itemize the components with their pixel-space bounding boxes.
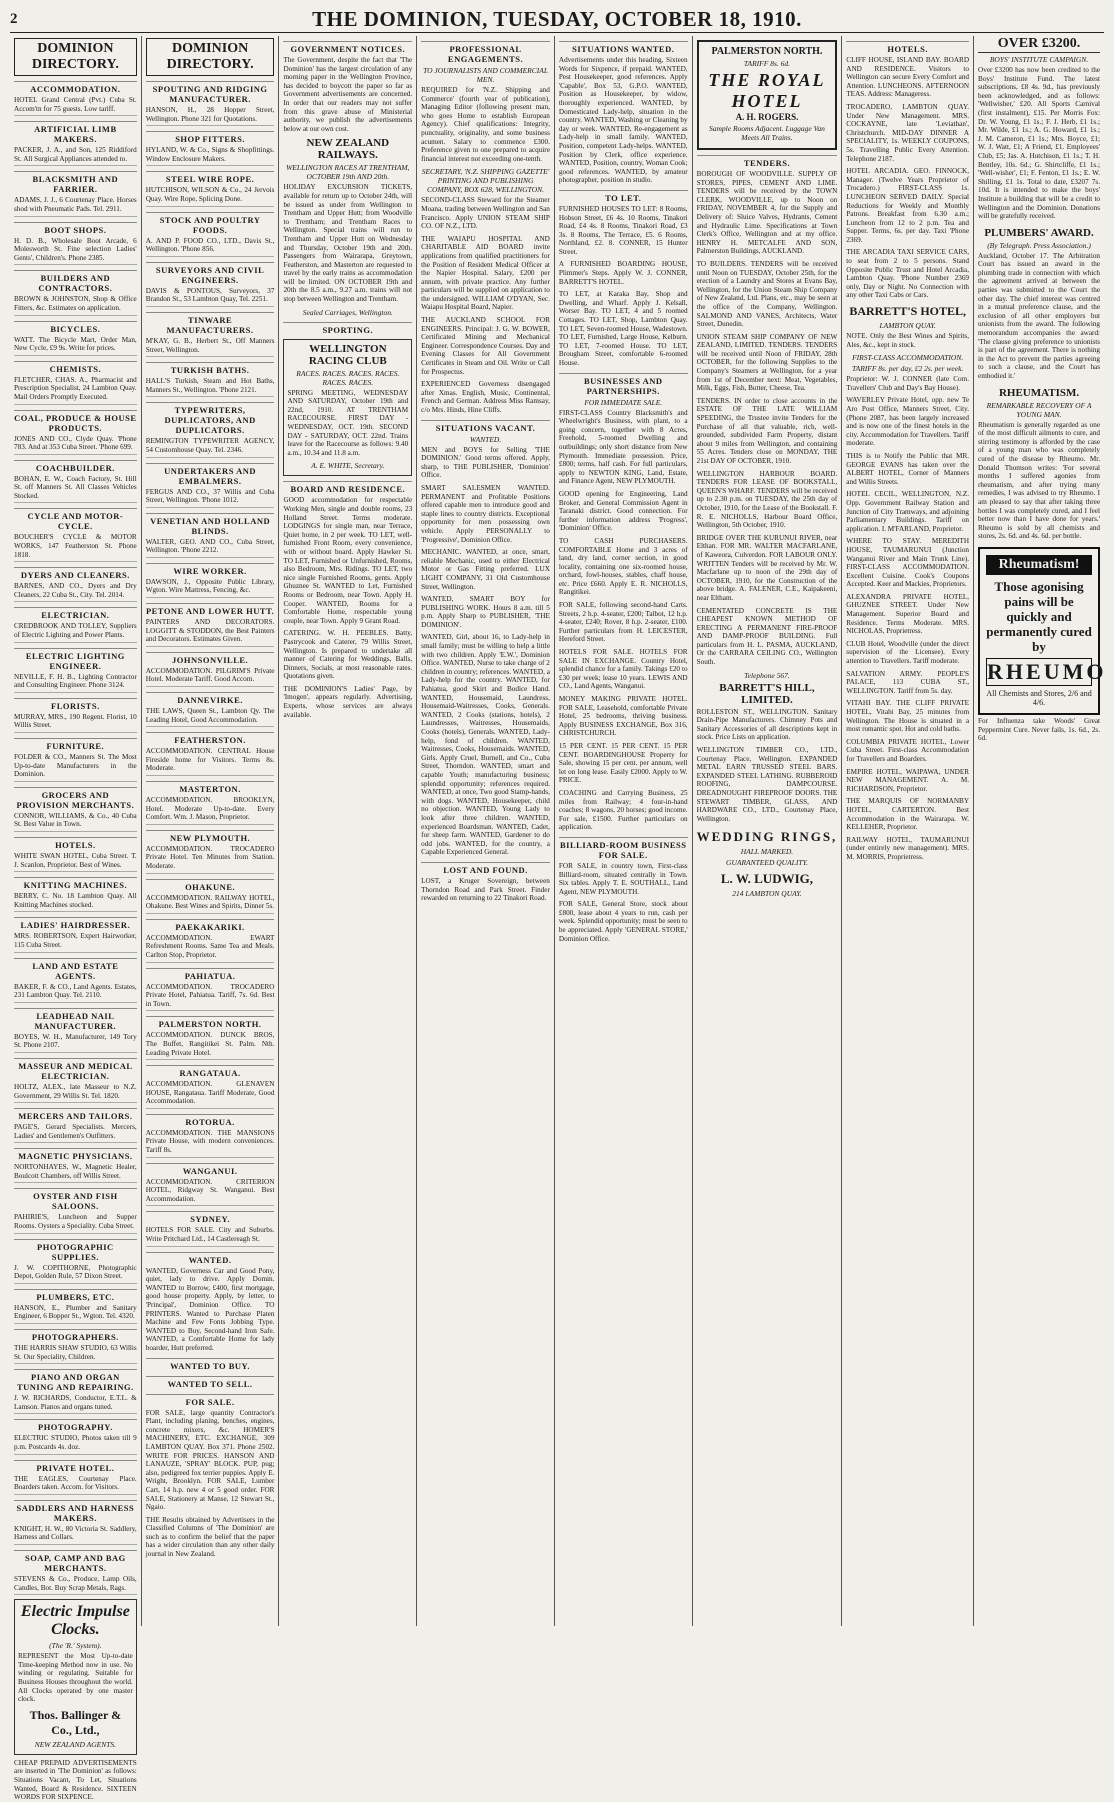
directory-entry: HOTELS FOR SALE. City and Suburbs. Write Pritchard Ltd., 14 Castlereagh St.	[146, 1226, 275, 1246]
directory-category: GROCERS AND PROVISION MERCHANTS.	[14, 787, 137, 810]
masthead	[10, 6, 1104, 33]
directory-entry: ACCOMMODATION. BROOKLYN, Hotel. Moderate Up-to-date. Every Comfort. Wm. J. Mason, Proprietor.	[146, 796, 275, 825]
business-heading: BUSINESSES AND PARTNERSHIPS.	[559, 373, 688, 396]
directory-category: STOCK AND POULTRY FOODS.	[146, 212, 275, 235]
royal-hotel-banner	[697, 40, 838, 150]
catering-ad: CATERING. W. H. PEEBLES. Batty, Pastrycook and Caterer, 79 Willis Street, Wellington. Is prepared to undertake all manner of Catering for Weddings, Balls, Dinners, Socials, at most reasonable rates. Quotations given.	[283, 629, 413, 681]
directory-entry: CONNOR, WILLIAMS, & Co., 40 Cuba St. Best Value in Town.	[14, 812, 137, 832]
vitahi-ad: VITAHI BAY. THE CLIFF PRIVATE HOTEL, Vitahi Bay, 25 minutes from Wellington. The House is situated in a most romantic spot. Hot and cold baths.	[846, 699, 970, 734]
opening-ad: GOOD opening for Engineering, Land Broker, and General Commission Agent in Taranaki district. Good connection. For further information address 'Progress', 'Dominion' Office.	[558, 489, 688, 533]
railway-hotel-ad: RAILWAY HOTEL, TAUMARUNUI (under entirely new management). MRS. M. MORRIS, Proprietress.	[846, 835, 970, 861]
directory-category: LAND AND ESTATE AGENTS.	[14, 958, 137, 981]
guaranteed-quality: GUARANTEED QUALITY.	[726, 858, 808, 868]
barretts-hill-name: BARRETT'S HILL, LIMITED.	[719, 681, 815, 706]
directory-entry: NORTONHAYES, W., Magnetic Healer, Boulcott Chambers, off Willis Street.	[14, 1163, 137, 1183]
directory-category: PHOTOGRAPHIC SUPPLIES.	[14, 1239, 137, 1262]
directory-category: LADIES' HAIRDRESSER.	[14, 917, 137, 930]
directory-category: TURKISH BATHS.	[146, 362, 275, 375]
racing-club-ad	[283, 339, 412, 477]
column-news	[974, 36, 1107, 1626]
directory-category: RANGATAUA.	[146, 1065, 275, 1078]
directory-entry: WATT. The Bicycle Mart, Order Man, New Cycle, £9 9s. Write for prices.	[14, 336, 137, 356]
professional-signature: SECRETARY, 'N.Z. SHIPPING GAZETTE' PRINTING AND PUBLISHING COMPANY, BOX 628, WELLINGTON.	[421, 167, 550, 195]
directory-entry: ELECTRIC STUDIO, Photos taken till 9 p.m. Postcards 4s. doz.	[14, 1434, 137, 1454]
directory-entry: PAGE'S, Gerard Specialists. Mercers, Ladies' and Gentlemen's Outfitters.	[14, 1123, 137, 1143]
rheumatism-subhead: REMARKABLE RECOVERY OF A YOUNG MAN.	[986, 400, 1092, 419]
directory-list	[14, 81, 137, 1595]
over-3200-headline: OVER £3200.	[978, 36, 1100, 53]
directory-category: COACHBUILDER.	[14, 460, 137, 473]
directory-entry: WALTER, GEO. AND CO., Cuba Street, Wellington. 'Phone 2212.	[146, 538, 275, 558]
where-to-stay-ad: WHERE TO STAY. MEREDITH HOUSE, TAUMARUNUI (Junction Wanganui River and Main Trunk Line). FIRST-CLASS ACCOMMODATION. Excellent Cuisine. Cook's Coupons Accepted. Keer and Mackies, Proprietors.	[846, 537, 970, 589]
situations-wanted-heading: SITUATIONS WANTED.	[559, 41, 688, 54]
professional-subheading: TO JOURNALISTS AND COMMERCIAL MEN.	[423, 66, 548, 84]
directory-header: DOMINION DIRECTORY.	[14, 38, 137, 76]
directory-entry: BARNES, AND CO., Dyers and Dry Cleaners, 22 Cuba St., City. Tel. 2014.	[14, 582, 137, 602]
rheumo-message: Those agonising pains will be quickly and permanently cured by	[986, 578, 1092, 654]
directory-category: PHOTOGRAPHY.	[14, 1419, 137, 1432]
directory-entry: J. W. COPITHORNE, Photographic Depot, Golden Rule, 57 Dixon Street.	[14, 1264, 137, 1284]
rheumo-name: RHEUMO	[987, 658, 1107, 684]
directory-category: ELECTRICIAN.	[14, 607, 137, 620]
waverley-ad: WAVERLEY Private Hotel, opp. new Te Aro Post Office, Manners Street, City. (Phone 2087, has been largely increased and is now one of the finest hotels in the city. Accommodation for Travellers. Tariff moderate.	[846, 396, 970, 448]
page-number: 2	[10, 10, 18, 27]
clocks-subtitle: (The 'R.' System).	[49, 1641, 102, 1651]
directory-entry: ACCOMMODATION. GLENAVEN HOUSE, Rangataua. Tariff Moderate, Good Accommodation.	[146, 1080, 275, 1109]
clocks-ad	[14, 1599, 137, 1755]
plumbers-award-headline: PLUMBERS' AWARD.	[984, 226, 1094, 239]
directory-category: MAGNETIC PHYSICIANS.	[14, 1148, 137, 1161]
hospital-ad: THE WAIAPU HOSPITAL AND CHARITABLE AID BOARD invite applications from qualified practitioners for the Position of Resident Medical Officer at the Napier Hospital. Salary, £200 per annum, with private practice. Any further particulars will be supplied on application to the undersigned. WILLIAM O'DYAN, Sec. Waiapu Hospital Board, Napier.	[421, 234, 550, 312]
professional-text: REQUIRED for 'N.Z. Shipping and Commerce' (fourth year of publication), Managing Editor (following present man, who goes Home to establish European Agency). Chief qualifications: Integrity, punctuality, originality, and some business acumen. Salary to commence £300. Preference given to one prepared to acquire financial interest not exceeding one-tenth.	[421, 86, 550, 163]
wanted-heading: WANTED.	[146, 1252, 275, 1265]
directory-category: WANGANUI.	[146, 1163, 275, 1176]
mechanic-ad: MECHANIC. WANTED, at once, smart, reliable Mechanic, used to either Electrical Motor or Gas Fitting preferred. LUX LIGHT COMPANY, 31 Old Customhouse Street, Wellington.	[421, 548, 550, 591]
banner-proprietor: A. H. ROGERS.	[735, 112, 799, 122]
directory-category: SPOUTING AND RIDGING MANUFACTURER.	[146, 81, 275, 104]
telephone-line: Telephone 567.	[744, 670, 790, 680]
salesmen-ad: SMART SALESMEN WANTED. PERMANENT and Profitable Positions offered capable men to introduce good and staple lines to country districts. Exceptional opportunity for men possessing own vehicle. Apply PERSONALLY to 'Progressive', Dominion Office.	[421, 483, 550, 544]
rheumo-title: Rheumatism!	[986, 555, 1092, 575]
board-heading: BOARD AND RESIDENCE.	[283, 481, 412, 494]
racing-club-text: SPRING MEETING, WEDNESDAY AND SATURDAY, October 19th and 22nd, 1910. AT TRENTHAM RACECOURSE. FIRST DAY - WEDNESDAY, OCT. 19th. SECOND DAY - SATURDAY, OCT. 22nd. Trains leave for the Racecourse as follows: 9.40 a.m., 10.34 and 11.8 a.m.	[287, 388, 409, 457]
directory-category: MASSEUR AND MEDICAL ELECTRICIAN.	[14, 1058, 137, 1081]
directory-category: BLACKSMITH AND FARRIER.	[14, 171, 137, 194]
directory-entry: J. W. RICHARDS, Conductor, E.T.L. & Lamson. Pianos and organs tuned.	[14, 1394, 137, 1414]
ladies-page-note: THE DOMINION'S Ladies' Page, by 'Imogen', appears regularly. Advertising, Experts, whose services are always available.	[283, 684, 413, 719]
directory-entry: DAWSON, J., Opposite Public Library, Wgton. Wire Mattress, Fencing, &c.	[146, 578, 275, 598]
banner-subtitle: Sample Rooms Adjacent. Luggage Van Meets All Trains.	[709, 124, 825, 142]
racing-club-races: RACES. RACES. RACES. RACES. RACES. RACES.	[296, 368, 400, 387]
directory-category: BICYCLES.	[14, 321, 137, 334]
directory-entry: ACCOMMODATION. EWART Refreshment Rooms. Same Tea and Meals. Carlton Stop, Proprietor.	[146, 934, 275, 963]
directory-entry: HANSON, E., Plumber and Sanitary Engineer, 6 Bopper St., Wgton. Tel. 4320.	[14, 1304, 137, 1324]
directory-category: PIANO AND ORGAN TUNING AND REPAIRING.	[14, 1369, 137, 1392]
racing-club-title: WELLINGTON RACING CLUB	[308, 342, 387, 367]
directory-entry: HOTEL Grand Central (Pvt.) Cuba St. Accom'tn for 75 guests. Low tariff.	[14, 96, 137, 116]
salvation-army-ad: SALVATION ARMY. PEOPLE'S PALACE, 113 CUBA ST., WELLINGTON. Tariff from 5s. day.	[846, 669, 970, 695]
directory-category: FEATHERSTON.	[146, 732, 275, 745]
directory-entry: CREDBROOK AND TOLLEY, Suppliers of Electric Lighting and Power Plants.	[14, 622, 137, 642]
directory-category: PAHIATUA.	[146, 968, 275, 981]
directory-entry: M'KAY, G. B., Herbert St., Off Manners Street, Wellington.	[146, 337, 275, 357]
directory-category: UNDERTAKERS AND EMBALMERS.	[146, 463, 275, 486]
directory-category: MERCERS AND TAILORS.	[14, 1108, 137, 1121]
concrete-ad: CEMENTATED CONCRETE IS THE CHEAPEST KNOWN METHOD OF ERECTING A PERMANENT FIRE-PROOF AND DAMP-PROOF BUILDING. Full particulars from H. L. PASMA, AUCKLAND, Or the CARRARA CEILING CO., Wellington South.	[696, 606, 838, 667]
empire-ad: EMPIRE HOTEL, WAIPAWA, UNDER NEW MANAGEMENT. A. M. RICHARDSON, Proprietor.	[846, 767, 970, 793]
hotels-heading: HOTELS.	[846, 41, 969, 54]
builders-tender: TO BUILDERS. TENDERS will be received until Noon on TUESDAY, October 25th, for the erection of a Laundry and Stores at Evans Bay, Wellington, for the Union Steam Ship Company of New Zealand, Ltd. Plans, etc., may be seen at the office of the Company, Wellington. SALMOND AND VANES, Architects, Water Street, Dunedin.	[696, 259, 838, 329]
directory-entry: FOLDER & CO., Manners St. The Most Up-to-date Manufacturers in the Dominion.	[14, 753, 137, 782]
marquis-ad: THE MARQUIS OF NORMANBY HOTEL, CARTERTON. Best Accommodation in the Wairarapa. W. KELLEHER, Proprietor.	[846, 797, 970, 832]
cars-for-sale-ad: FOR SALE, following second-hand Carts. Streets, 2 h.p. 4-seater, £200; Talbot, 12 h.p. 4-seater, £240; Rover, 8 h.p. 2-seater, £100. Further particulars from H. LEICESTER, Hereford Street.	[558, 601, 688, 644]
clocks-text: REPRESENT the Most Up-to-date Time-keeping Method now in use. No winding or regulating. Suitable for Business Houses throughout the world. All Clocks operated by one master clock.	[18, 1652, 133, 1704]
plumbers-award-text: Auckland, October 17. The Arbitration Court has issued an award in the plumbing trade in connection with which the agreement arrived at between the parties was submitted to the Court the other day. The chief interest was centred in a mutual preference clause, and the exclusion of all other employers but unionists from the award. The following memorandum accompanies the award: 'The clause giving preference to unionists is part of the agreement. There is nothing in the Act to prevent the parties agreeing to such a clause, and the Court has embodied it.'	[978, 251, 1101, 380]
banner-city: PALMERSTON NORTH.	[711, 46, 823, 57]
directory-category: FLORISTS.	[14, 698, 137, 711]
directory-entry: PACKER, J. A., and Son, 125 Riddiford St. All Surgical Appliances attended to.	[14, 146, 137, 166]
racing-club-signature: A. E. WHITE, Secretary.	[311, 461, 385, 471]
business-subheading: FOR IMMEDIATE SALE.	[584, 397, 663, 407]
directory-entry: A. AND P. FOOD CO., LTD., Davis St., Wellington. 'Phone 856.	[146, 237, 275, 257]
directory-entry: HUTCHISON, WILSON & Co., 24 Jervois Quay. Wire Rope, Splicing Done.	[146, 186, 275, 206]
directory-category: FURNITURE.	[14, 738, 137, 751]
directory-category: DANNEVIRKE.	[146, 692, 275, 705]
directory-entry: THE EAGLES, Courtenay Place. Boarders taken. Accom. for Visitors.	[14, 1475, 137, 1495]
directory-entry: JONES AND CO., Clyde Quay. 'Phone 783. And at 353 Cuba Street. 'Phone 699.	[14, 435, 137, 455]
government-heading: GOVERNMENT NOTICES.	[283, 41, 412, 54]
directory-entry: ADAMS, J. J., 6 Courtenay Place. Horses shod with Pneumatic Pads. Tel. 2911.	[14, 196, 137, 216]
directory-category: OYSTER AND FISH SALOONS.	[14, 1188, 137, 1211]
banner-tariff: TARIFF 8s. 6d.	[743, 59, 790, 68]
professional-heading: PROFESSIONAL ENGAGEMENTS.	[421, 41, 550, 64]
page-columns	[10, 36, 1107, 1802]
railways-signature: Sealed Carriages, Wellington.	[302, 307, 393, 317]
private-hotel-ad: MONEY MAKING PRIVATE HOTEL. FOR SALE, Leasehold, comfortable Private Hotel, 25 bedrooms, thriving business. Apply BUSINESS EXCHANGE, Box 316, CHRISTCHURCH.	[558, 695, 688, 738]
directory-entry: KNIGHT, H. W., 80 Victoria St. Saddlery, Harness and Collars.	[14, 1525, 137, 1545]
directory-entry: THE LAWS, Queen St., Lambton Qy. The Leading Hotel, Good Accommodation.	[146, 707, 275, 727]
smart-boy-ad: WANTED, SMART BOY for PUBLISHING WORK. Hours 8 a.m. till 5 p.m. Apply Sharp to PUBLISHER, 'THE DOMINION'.	[421, 595, 550, 629]
directory-entry: BROWN & JOHNSTON, Shop & Office Fitters, &c. Estimates on application.	[14, 295, 137, 315]
billiard-heading: BILLIARD-ROOM BUSINESS FOR SALE.	[559, 837, 688, 860]
directory-category: ARTIFICIAL LIMB MAKERS.	[14, 121, 137, 144]
rheumo-ad-box	[978, 547, 1107, 715]
first-class: FIRST-CLASS ACCOMMODATION.	[852, 353, 964, 363]
directory-entry: BOUCHER'S CYCLE & MOTOR WORKS, 147 Featherston St. Phone 1818.	[14, 533, 137, 562]
prepaid-ad: CHEAP PREPAID ADVERTISEMENTS are inserted in 'The Dominion' as follows: Situations Vacant, To Let, Situations Wanted, Board & Residence. SIXTEEN WORDS FOR SIXPENCE.	[14, 1758, 137, 1802]
directory-entry: ACCOMMODATION. TROCADERO Private Hotel. Ten Minutes from Station. Moderate.	[146, 845, 275, 874]
directory-category: TINWARE MANUFACTURERS.	[146, 312, 275, 335]
directory-category: SOAP, CAMP AND BAG MERCHANTS.	[14, 1550, 137, 1573]
sporting-heading: SPORTING.	[283, 322, 412, 335]
directory-entry: MRS. ROBERTSON, Expert Hairworker, 115 Cuba Street.	[14, 932, 137, 952]
boys-institute-subhead: BOYS' INSTITUTE CAMPAIGN.	[989, 55, 1089, 64]
directory-entry: THE HARRIS SHAW STUDIO, 63 Willis St. Our Speciality, Children.	[14, 1344, 137, 1364]
column-directory-1	[10, 36, 142, 1802]
to-let-text: FURNISHED HOUSES TO LET: 8 Rooms, Hobson Street, £6 4s. 10 Rooms, Tinakori Road, £4 4s. 8 Rooms, Tinakori Road, £3 3s. 8 Rooms, The Terrace, £5. 6 Rooms, Northland, £2. 8. CONNER, 15 Hunter Street.	[558, 204, 688, 256]
directory-entry: H. D. B., Wholesale Boot Arcade, 6 Molesworth St. Fine selection Ladies' Gents', Children's. Phone 2385.	[14, 237, 137, 266]
column-hotels	[842, 36, 974, 1626]
directory-entry: HOLTZ, ALEX., late Masseur to N.Z. Government, 29 Willis St. Tel. 1820.	[14, 1083, 137, 1103]
hotel-cecil-ad: HOTEL CECIL, WELLINGTON, N.Z. Opp. Government Railway Station and Junction of City Tramways, and adjoining Parliamentary Buildings. Tariff on application. I. M'FARLAND, Proprietor.	[846, 490, 970, 533]
boarding-house-ad: A FURNISHED BOARDING HOUSE, Plimmer's Steps. Apply W. J. CONNER, BARRETT'S HOTEL.	[558, 260, 688, 286]
barretts-proprietor: Proprietor: W. J. CONNER (late Com. Travellers' Club and Day's Bay House).	[846, 375, 970, 392]
union-steam-tender: UNION STEAM SHIP COMPANY OF NEW ZEALAND, LIMITED. TENDERS. TENDERS will be received until Noon of FRIDAY, 28th OCTOBER, for the following Supplies to the Company's Steamers at Wellington, for a year from 1st of December next: Meat, Vegetables, Milk, Eggs, Fish, Butter, Cheese, Tea.	[696, 332, 838, 393]
directory-entry: BOHAN, E. W., Coach Factory, St. Hill St. off Manners St. All Classes Vehicles Stocked.	[14, 475, 137, 504]
directory-entry: WHITE SWAN HOTEL, Cuba Street. T. J. Scanlon, Proprietor. Best of Wines.	[14, 852, 137, 872]
column-situations	[555, 36, 693, 1626]
timber-ad: WELLINGTON TIMBER CO., LTD., Courtenay Place, Wellington. EXPANDED METAL EARN TRUSSED STEEL BARS. EXPANDED STEEL LATHING. RUBBEROID ROOFING, DAMPCOURSE. DREADNOUGHT FIREPROOF DOORS. THE STEWART TIMBER, GLASS, AND HARDWARE CO., LTD., Courtenay Place, Wellington.	[696, 746, 838, 823]
directory-category: STEEL WIRE ROPE.	[146, 171, 275, 184]
ludwig-name: L. W. LUDWIG,	[720, 871, 814, 887]
directory-category: LEADHEAD NAIL MANUFACTURER.	[14, 1008, 137, 1031]
barretts-hotel-address: LAMBTON QUAY.	[879, 321, 936, 331]
wanted-text: WANTED, Governess Car and Good Pony, quiet, lady to drive. Apply Domin. WANTED to Borrow, £400, first mortgage, good house property. Apply, by letter, to 'Principal', Dominion Office. TO PRINTERS. Wanted to Purchase Platen Machine and Few Fonts Jobbing Type. WANTED to Buy, Second-hand Iron Safe. WANTED, a Comfortable Home for lady boarder, Hutt preferred.	[145, 1266, 275, 1352]
banner-hotel-name: THE ROYAL HOTEL	[708, 70, 826, 111]
clocks-title: Electric Impulse Clocks.	[20, 1603, 130, 1639]
wedding-rings-heading: WEDDING RINGS,	[696, 829, 838, 845]
directory-entry: STEVENS & Co., Produce, Lamp Oils, Candles, Bot. Buy Scrap Metals, Rags.	[14, 1575, 137, 1595]
directory-entry: ACCOMMODATION. THE MANSIONS Private House, with modern conveniences. Tariff 8s.	[146, 1129, 275, 1158]
trocadero-ad: TROCADERO, LAMBTON QUAY. Under New Management. MRS. COCKAYNE, late 'Leviathan', Christchurch. MID-DAY DINNER A SPECIALITY, 1s. WEEKLY COUPONS, 5s. Travelling Public Every Attention. Telephone 2187.	[846, 102, 970, 163]
directory-entry: HALL'S Turkish, Steam and Hot Baths, Manners St., Wellington. 'Phone 2121.	[146, 377, 275, 397]
rheumatism-headline: RHEUMATISM.	[998, 386, 1080, 399]
barretts-hill-text: ROLLESTON ST., WELLINGTON. Sanitary Drain-Pipe Manufacturers. Chimney Pots and Sanitary Accessories of all descriptions kept in stock. Price Lists on application.	[696, 707, 838, 742]
school-ad: THE AUCKLAND SCHOOL FOR ENGINEERS. Principal: J. G. W. BOWER, Certificated Mining and Mechanical Engineer. Correspondence Courses. Day and Evening Classes for All Government Certificates in Steam and Oil. Write or Call for Prospectus.	[421, 316, 550, 376]
arcadia-ad: HOTEL ARCADIA. GEO. FINNOCK, Manager. (Twelve Years Proprietor of Trocadero.) FIRST-CLASS 1s. LUNCHEON SERVED DAILY. Special Reductions for Weekly and Monthly Patrons. Breakfast from 6.30 a.m.; Luncheon from 12 to 2 p.m. Tea and Supper. Terms, 6s. per day. Taxi 'Phone 2369.	[846, 167, 970, 244]
directory-entry: FLETCHER, CHAS. A., Pharmacist and Prescription Specialist, 24 Lambton Quay. Mail Orders Promptly Executed.	[14, 376, 137, 405]
rheumatism-text: Rheumatism is generally regarded as one of the most difficult ailments to cure, and stirring testimony is afforded by the case of a young man who was completely cured of the disease by Rheumo. Mr. Donald Thomson writes: 'For several months I suffered agonies from rheumatism, and after trying many remedies, I was advised to try Rheumo. I am pleased to say that after taking three bottles I was completely cured, and I feel better now than I have done for years.' Rheumo is sold by all chemists and stores, 2s. 6d. and 4s. 6d. per bottle.	[978, 420, 1101, 541]
for-sale-text: FOR SALE, large quantity Contractor's Plant, including planing, benches, engines, concrete mixers, &c. HOMER'S MACHINERY, ETC. EXCHANGE, 309 LAMBTON QUAY. Box 371. Phone 2502. WRITE FOR PRICES. HANSON AND LANAUZE, 'SPRAY' BLOCK. PUP, pug; also, pedigreed fox terrier puppies. Apply E. Wright, Brooklyn. FOR SALE, Lumber Cart, 14 h.p. new 4 or 5 good order. FOR SALE, Stationery at Manse, 12 Stewart St., Ngaio.	[145, 1408, 275, 1512]
clocks-address: NEW ZEALAND AGENTS.	[34, 1739, 117, 1749]
harbour-board-tender: WELLINGTON HARBOUR BOARD. TENDERS FOR LEASE OF BOOKSTALL, QUEEN'S WHARF. TENDERS will be received up to 2.30 p.m. on TUESDAY, the 25th day of October, 1910, for the Lease of the Bookstall. F. R. E. NICHOLLS, Harbour Board Office, Wellington, 5th October, 1910.	[696, 469, 838, 530]
ludwig-address: 214 LAMBTON QUAY.	[732, 889, 802, 899]
directory-category: PALMERSTON NORTH.	[146, 1016, 275, 1029]
directory-category: PLUMBERS, ETC.	[14, 1289, 137, 1302]
directory-category: ACCOMMODATION.	[14, 81, 137, 94]
government-text: The Government, despite the fact that 'The Dominion' has the largest circulation of any morning paper in the Wellington Province, has decided to boycott the paper so far as Government advertisements are concerned. In order that our readers may not suffer from this grave abuse of Ministerial authority, we publish the advertisements below at our own cost.	[283, 56, 413, 133]
to-let-heading: TO LET.	[559, 190, 688, 203]
barretts-hotel-title: BARRETT'S HOTEL,	[849, 304, 967, 319]
wanted-subheading: WANTED.	[469, 434, 502, 444]
directory-category: HOTELS.	[14, 837, 137, 850]
directory-entry: BOYES, W. H., Manufacturer, 149 Tory St. Phone 2107.	[14, 1033, 137, 1053]
directory-category: CYCLE AND MOTOR-CYCLE.	[14, 508, 137, 531]
directory-category: NEW PLYMOUTH.	[146, 830, 275, 843]
column-government	[279, 36, 417, 1626]
clocks-firm: Thos. Ballinger & Co., Ltd.,	[29, 1707, 122, 1737]
directory-list	[146, 81, 275, 1247]
directory-category: PRIVATE HOTEL.	[14, 1460, 137, 1473]
woodville-tender: BOROUGH OF WOODVILLE. SUPPLY OF STORES, PIPES, CEMENT AND LIME. TENDERS will be received by the TOWN CLERK, WOODVILLE, up to Noon on FRIDAY, NOVEMBER 4, for the Supply and Delivery of: Sluice Valves, Hydrants, Cement and Hydraulic Lime. Specifications at Town Clerk's Office, Wellington and at my office. HENRY H. METCALFE AND SON, Palmerston Buildings, AUCKLAND.	[696, 170, 838, 256]
directory-category: JOHNSONVILLE.	[146, 652, 275, 665]
directory-category: PAEKAKARIKI.	[146, 919, 275, 932]
directory-category: OHAKUNE.	[146, 879, 275, 892]
column-directory-2	[142, 36, 280, 1626]
coaching-ad: COACHING and Carrying Business, 25 miles from Railway; 4 four-in-hand coaches; 8 wagons, 20 horses; good income. For sale, £1500. Further particulars on application.	[558, 788, 688, 832]
directory-category: BOOT SHOPS.	[14, 222, 137, 235]
directory-category: KNITTING MACHINES.	[14, 877, 137, 890]
directory-entry: PAINTERS AND DECORATORS. LOGGITT & STODDON, the Best Painters and Decorators. Estimates Given.	[146, 618, 275, 647]
taxi-ad: THE ARCADIA TAXI SERVICE CARS, to seat from 2 to 5 persons. Stand Opposite Public Trust and Hotel Arcadia, Lambton Quay. 'Phone Number 2369 only, Day or Night. No Connection with any other Taxi Cabs or Cars.	[846, 248, 970, 300]
board-text: GOOD accommodation for respectable Working Men, single and double rooms, 23 Holland Street. Terms moderate. LODGINGS for single man, near Terrace, Quiet home, in 2 per week. TO LET, well-furnished Front Room, every convenience, with or without board. Apply Hawker St. TO LET, Furnished or Unfurnished, Rooms, also Bedroom, Mrs. Ridings. TO LET, two nice single Furnished Rooms, gents. Apply Ghuznee St. WANTED to Let, Furnished Rooms or Bedroom, near Town. Apply H. Cooper. WANTED, Rooms for a Comfortable Home, respectable young couple, near Town. Apply 9 Grant Road.	[283, 496, 413, 625]
steward-ad: SECOND-CLASS Steward for the Steamer Moana, trading between Wellington and San Francisco. Apply UNION STEAM SHIP CO. OF N.Z., LTD.	[421, 196, 550, 231]
situations-wanted-text: Advertisements under this heading, Sixteen Words for Sixpence, if prepaid. WANTED, Pest Housekeeper, good references. Apply 'Capable', Box 53, G.P.O. WANTED, Position as Housekeeper, by widow, thoroughly experienced. WANTED, by Domesticated Lady-help, situation in the country. WANTED, Washing or Cleaning by day or week. WANTED, Re-engagement as Lady-help in small family. WANTED, Position, competent Lady-helps. WANTED, Position by Clerk, office experience. WANTED, Position, country, Woman Cook; good references. WANTED, by amateur photographer, position in studio.	[558, 56, 688, 185]
directory-header: DOMINION DIRECTORY.	[146, 38, 275, 76]
bridge-tender: BRIDGE OVER THE KURUNUI RIVER, near Elthan. FOR MR. WALTER MACFARLANE, of Kaweora, Culverdon. FOR LABOUR ONLY. WRITTEN Tenders will be received by Mr. W. Macfarlane up to noon of the 29th day of OCTOBER, 1910, for the Construction of the above bridge. A. FALENER, C.E., Kaipakeeni, near Eltham.	[696, 533, 838, 602]
directory-category: COAL, PRODUCE & HOUSE PRODUCTS.	[14, 410, 137, 433]
directory-category: TYPEWRITERS, DUPLICATORS, AND DUPLICATORS.	[146, 402, 275, 435]
tenders-heading: TENDERS.	[697, 155, 838, 168]
governess-ad: EXPERIENCED Governess disengaged after Xmas. English, Music, Continental, French and German. Address Miss Ramsay, c/o Mrs. Hinds, Hine Cliffs.	[421, 380, 550, 414]
wanted-to-sell-heading: WANTED TO SELL.	[146, 1376, 275, 1389]
directory-category: SURVEYORS AND CIVIL ENGINEERS.	[146, 262, 275, 285]
directory-category: SYDNEY.	[146, 1211, 275, 1224]
column-tenders	[693, 36, 843, 1626]
directory-entry: ACCOMMODATION. RAILWAY HOTEL, Ohakune. Best Wines and Spirits, Dinner 5s.	[146, 894, 275, 914]
directory-category: CHEMISTS.	[14, 361, 137, 374]
railways-text: HOLIDAY EXCURSION TICKETS, available for return up to October 24th, will be issued as under from Wellington to Trentham and Upper Hutt; from Woodville to Trentham; and Trentham Races to Wellington. Special trains will run to Trentham and Upper Hutt on Wednesday and Thursday, October 19th and 20th. Passengers from Wairarapa, Greytown, Featherston, and Masterton are requested to travel by the early trains as accommodation will be limited. ON OCTOBER 19th and 20th the 8.5 a.m., 9.27 a.m. trains will not stop between Wellington and Trentham.	[283, 183, 413, 304]
directory-entry: BAKER, F. & CO., Land Agents. Estates, 231 Lambton Quay. Tel. 2110.	[14, 983, 137, 1003]
directory-entry: ACCOMMODATION. PILGRIM'S Private Hotel. Moderate Tariff. Good Accom.	[146, 667, 275, 687]
directory-entry: HANSON, H., 28 Hopper Street, Wellington. Phone 321 for Quotations.	[146, 106, 275, 126]
directory-entry: DAVIS & PONTOUS, Surveyors, 37 Brandon St., 53 Lambton Quay, Tel. 2251.	[146, 287, 275, 307]
directory-category: BUILDERS AND CONTRACTORS.	[14, 270, 137, 293]
club-hotel-ad: CLUB Hotel, Woodville (under the direct supervision of the Licensee). Every attention to Travellers. Tariff moderate.	[846, 639, 970, 666]
directory-category: DYERS AND CLEANERS.	[14, 567, 137, 580]
general-store-ad: FOR SALE, General Store, stock about £800, lease about 4 years to run, cash per week. Splendid opportunity; must be seen to be appreciated. Apply 'GENERAL STORE,' Dominion Office.	[558, 900, 688, 943]
directory-entry: ACCOMMODATION. CENTRAL House Fireside home for Visitors. Terms 8s. Moderate.	[146, 747, 275, 776]
men-boys-ad: MEN and BOYS for Selling 'THE DOMINION.' Good terms offered. Apply, sharp, to THE PUBLISHER, 'Dominion' Office.	[421, 445, 550, 480]
lost-found-heading: LOST AND FOUND.	[421, 862, 550, 875]
newspaper-title: THE DOMINION, TUESDAY, OCTOBER 18, 1910.	[312, 6, 802, 31]
directory-category: ROTORUA.	[146, 1114, 275, 1127]
cash-purchasers-ad: TO CASH PURCHASERS. COMFORTABLE Home and 3 acres of land, dry land, corner section, in good locality, containing one six-roomed house, orchard, fowl-houses, stables, chaff house, etc. Price £660. Apply E. R. NICHOLLS, Rangitikei.	[558, 536, 688, 597]
boardinghouse-ad: 15 PER CENT. 15 PER CENT. 15 PER CENT. BOARDINGHOUSE Property for Sale, showing 15 per cent. per annum, well let on long lease. Easily £2000. Apply to W. PRICE.	[558, 741, 688, 785]
misc-wanted-ads: WANTED, Girl, about 16, to Lady-help in small family; must be willing to help a little with two children. Apply 'E.W.', Dominion Office. WANTED, Nurse to take charge of 2 children in country; references. WANTED, a Lady-help for the country. WANTED, for Pahiatua, good Skirt and Bodice Hand. WANTED, Housemaid, Laundress, Housemaid-Waitresses, Cooks, Generals. WANTED, 2 Cooks (stations, hotels), 2 Laundresses, Waitresses, Housemaids, Cooks (hotels), Generals. WANTED, Lady-help, fond of children. WANTED, Waitresses, Cooks, Housemaids. WANTED, Girls. Apply Cruel, Burnell, and Co., Cuba Street, Thorndon. WANTED, smart and capable Youth; manufacturing business; splendid opportunity; references required. WANTED, at once, Two good Stamp-hands, with dogs. WANTED, Housekeeper, child no objection. WANTED, Young Lady to look after three children. WANTED, experienced Boardsman. WANTED, Cadet, for sheep farm. WANTED, Gardener to do odd jobs. WANTED, for the country, a Capable Experienced General.	[421, 633, 550, 857]
directory-category: SHOP FITTERS.	[146, 131, 275, 144]
directory-entry: REMINGTON TYPEWRITER AGENCY, 54 Customhouse Quay. Tel. 2346.	[146, 437, 275, 457]
influenza-ad: For Influenza take Woods' Great Peppermint Cure. Never fails, 1s. 6d., 2s. 6d.	[978, 716, 1101, 743]
directory-category: VENETIAN AND HOLLAND BLINDS.	[146, 513, 275, 536]
directory-entry: ACCOMMODATION. CRITERION HOTEL, Ridgway St. Wanganui. Best Accommodation.	[146, 1178, 275, 1207]
lost-found-text: LOST, a Kruger Sovereign, between Thorndon Road and Park Street. Finder rewarded on returning to 22 Tinakori Road.	[421, 876, 550, 903]
rheumo-stockists: All Chemists and Stores, 2/6 and 4/6.	[986, 688, 1092, 707]
directory-entry: MURRAY, MRS., 190 Regent. Florist, 10 Willis Street.	[14, 713, 137, 733]
alexandra-ad: ALEXANDRA PRIVATE HOTEL, GHUZNEE STREET. Under New Management. Superior Board and Residence. Terms Moderate. MRS. NICHOLAS, Proprietress.	[846, 592, 970, 636]
directory-entry: HYLAND, W. & Co., Signs & Shopfittings. Window Enclosure Makers.	[146, 146, 275, 166]
estate-tender: TENDERS. IN order to close accounts in the ESTATE OF THE LATE WILLIAM SPEEDING, the Trustee invite Tenders for the Purchase of all that valuable, rich, well-grounded, subdivided Farm Property, distant about 9 miles from Wellington, and containing 55 Acres. Tenders close on MONDAY, THE 21st DAY OF OCTOBER, 1910.	[696, 396, 838, 465]
boys-institute-text: Over £3200 has now been credited to the Boys' Institute Fund. The latest subscriptions, £8 4s. 9d., has previously been acknowledged, and as follows: 'Wellwisher,' £20. All Sports Carnival (first instalment), £15. Per Morris Fox: Dr. W. Young, £1 1s.; F. J. Herb, £1 1s.; Mr. Wilde, £1 1s.; A. G. Howard, £1 1s.; J. M. Cameron, £1 1s.; Mrs. Boyce, £1; W. J. Watt, £1; A Friend, £1. Employees' Club, £5; Jas. A. Hutchison, £1 1s.; T. H. Bentley, 10s. 6d.; G. Shirtcliffe, £1 1s.; 'Well-wisher', £1; F. Fenton, £1 1s.; E. W. Shilling, £1 1s. Total to date, £3207 7s. 10d. It is intended to make the boys' Institute a building that will be a credit to Wellington and the Dominion. Donations will be gratefully received.	[978, 66, 1101, 221]
hall-marked: HALL MARKED.	[740, 847, 794, 857]
directory-category: SADDLERS AND HARNESS MAKERS.	[14, 1500, 137, 1523]
albert-hotel-notice: THIS is to Notify the Public that MR. GEORGE EVANS has taken over the ALBERT HOTEL, Corner of Manners and Willis Streets.	[846, 451, 970, 486]
directory-entry: ACCOMMODATION. TROCADERO Private Hotel, Pahiatua. Tariff, 7s. 6d. Best in Town.	[146, 983, 275, 1012]
directory-entry: NEVILLE, F. H. B., Lighting Contractor and Consulting Engineer. Phone 3124.	[14, 673, 137, 693]
directory-category: ELECTRIC LIGHTING ENGINEER.	[14, 648, 137, 671]
barretts-hotel-note: NOTE. Only the Best Wines and Spirits, Ales, &c., kept in stock.	[846, 332, 970, 349]
barretts-tariff: TARIFF 8s. per day, £2 2s. per week.	[852, 364, 964, 374]
directory-entry: ACCOMMODATION. DUNCK BROS, The Buffet, Rangitikei St. Palm. Nth. Leading Private Hotel.	[146, 1031, 275, 1060]
column-professional	[417, 36, 555, 1626]
business-text: FIRST-CLASS Country Blacksmith's and Wheelwright's Business, with plant, to a going concern, together with 8 Acres, Freehold, 5-roomed Dwelling and outbuildings; only short distance from New Plymouth. Immediate possession. Price, £800; terms, half cash. For full particulars, apply to NEWTON KING, Land, Estate, and Finance Agent, NEW PLYMOUTH.	[558, 408, 688, 486]
for-sale-heading: FOR SALE.	[146, 1394, 275, 1407]
railways-heading: NEW ZEALAND RAILWAYS.	[306, 137, 390, 162]
plumbers-award-subhead: (By Telegraph. Press Association.)	[987, 240, 1091, 250]
cliff-house-ad: CLIFF HOUSE, ISLAND BAY. BOARD AND RESIDENCE. Visitors to Wellington can secure Every Comfort and Attention. LUNCHEONS. AFTERNOON TEAS. Address: Manageress.	[846, 56, 970, 99]
billiard-text: FOR SALE, in country town, First-class Billiard-room, situated centrally in Town. Six tables. Apply T. E. SOUTHALL, Land Agent, NEW PLYMOUTH.	[558, 861, 688, 896]
hotels-for-sale-ad: HOTELS FOR SALE. HOTELS FOR SALE IN EXCHANGE. Country Hotel, splendid chance for a family. Takings £20 to £30 per week; lease 10 years. LEWIS AND CO., Land Agents, Wanganui.	[558, 648, 688, 691]
to-let-more: TO LET, at Karaka Bay, Shop and Dwelling, and Wharf. Apply J. Kelsall, Worser Bay. TO LET, 4 and 5 roomed Cottages. TO LET, Shop, Lambton Quay. TO LET, Seven-roomed House, Wadestown. TO LET, Furnished, Large House, Kelburn. TO LET, 7-roomed House. TO LET, Brougham Street, comfortable 6-roomed House.	[558, 290, 688, 367]
directory-category: PHOTOGRAPHERS.	[14, 1329, 137, 1342]
directory-category: MASTERTON.	[146, 781, 275, 794]
columbia-ad: COLUMBIA PRIVATE HOTEL, Lower Cuba Street. First-class Accommodation for Travellers and Boarders.	[846, 737, 970, 763]
directory-entry: FERGUS AND CO., 37 Willis and Cuba Street, Wellington. 'Phone 1012.	[146, 488, 275, 508]
results-note: THE Results obtained by Advertisers in the Classified Columns of 'The Dominion' are such as to confirm the belief that the paper has a wider circulation than any other daily journal in New Zealand.	[145, 1515, 275, 1559]
situations-vacant-heading: SITUATIONS VACANT.	[421, 420, 550, 433]
directory-category: PETONE AND LOWER HUTT.	[146, 603, 275, 616]
directory-entry: BERRY, C. No. 18 Lambton Quay. All Knitting Machines stocked.	[14, 892, 137, 912]
directory-entry: PAHIRIE'S, Luncheon and Supper Rooms. Oysters a Speciality. Cuba Street.	[14, 1213, 137, 1233]
wanted-to-buy-heading: WANTED TO BUY.	[146, 1358, 275, 1371]
directory-category: WIRE WORKER.	[146, 563, 275, 576]
railways-subheading: WELLINGTON RACES AT TRENTHAM, OCTOBER 19th AND 20th.	[286, 163, 410, 182]
